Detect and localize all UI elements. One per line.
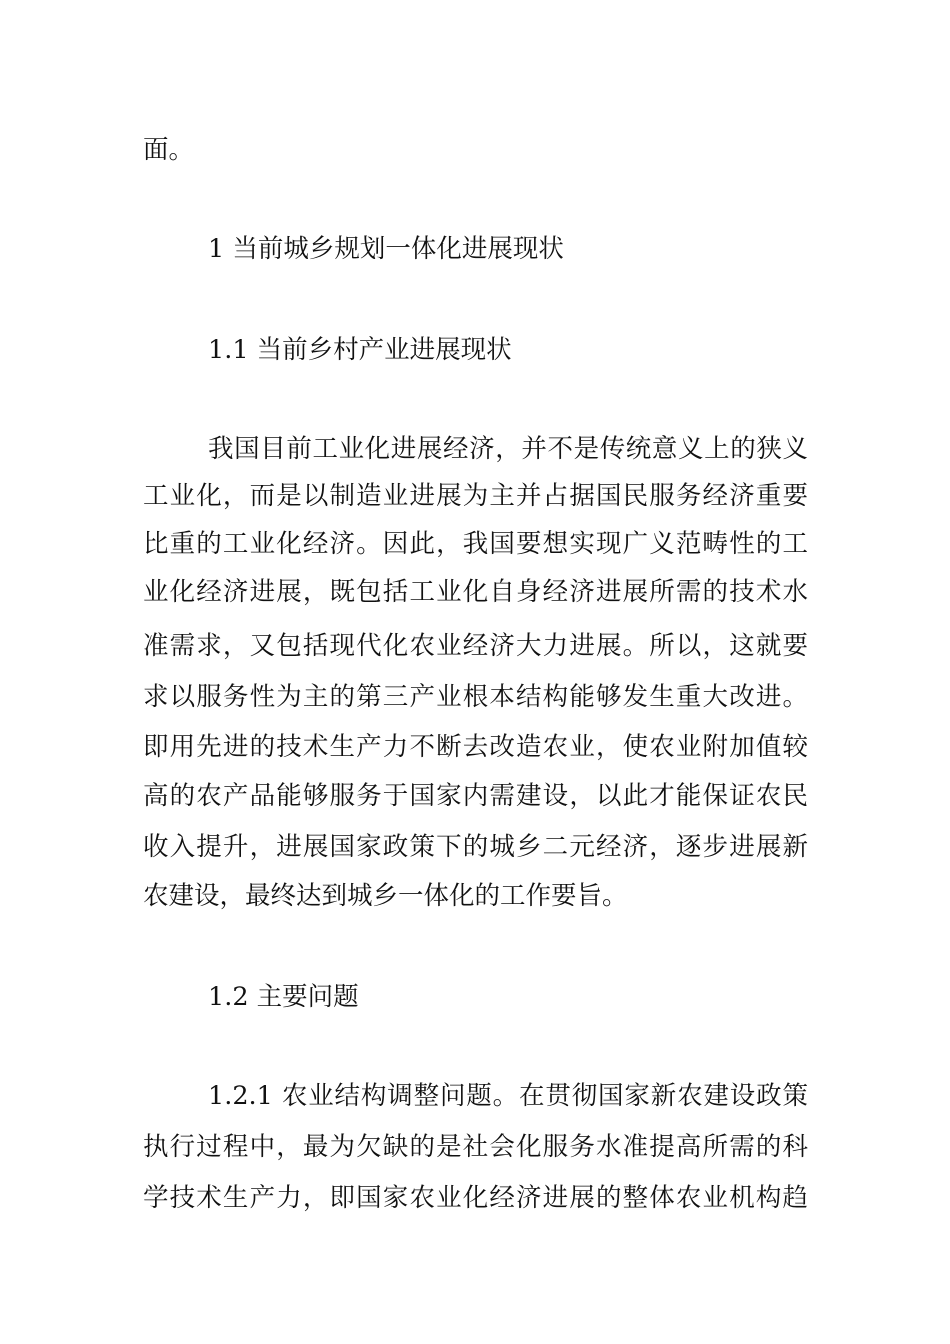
paragraph-fragment: 面。: [143, 135, 195, 165]
paragraph-line: 工业化，而是以制造业进展为主并占据国民服务经济重要: [143, 481, 808, 511]
section-heading-1-1: 1.1 当前乡村产业进展现状: [208, 335, 512, 365]
paragraph-line: 准需求，又包括现代化农业经济大力进展。所以，这就要: [143, 631, 808, 661]
paragraph-line: 高的农产品能够服务于国家内需建设，以此才能保证农民: [143, 781, 808, 811]
paragraph-line: 即用先进的技术生产力不断去改造农业，使农业附加值较: [143, 732, 808, 762]
paragraph-line: 我国目前工业化进展经济，并不是传统意义上的狭义: [208, 434, 808, 464]
paragraph-line: 学技术生产力，即国家农业化经济进展的整体农业机构趋: [143, 1183, 808, 1213]
paragraph-line: 求以服务性为主的第三产业根本结构能够发生重大改进。: [143, 682, 808, 712]
paragraph-line: 农建设，最终达到城乡一体化的工作要旨。: [143, 881, 628, 911]
paragraph-line: 业化经济进展，既包括工业化自身经济进展所需的技术水: [143, 577, 808, 607]
paragraph-line: 比重的工业化经济。因此，我国要想实现广义范畴性的工: [143, 529, 808, 559]
paragraph-line: 收入提升，进展国家政策下的城乡二元经济，逐步进展新: [143, 832, 808, 862]
paragraph-line: 执行过程中，最为欠缺的是社会化服务水准提高所需的科: [143, 1132, 808, 1162]
section-heading-1-2: 1.2 主要问题: [208, 982, 359, 1012]
paragraph-line: 1.2.1 农业结构调整问题。在贯彻国家新农建设政策: [208, 1081, 808, 1111]
section-heading-1: 1 当前城乡规划一体化进展现状: [208, 234, 564, 264]
